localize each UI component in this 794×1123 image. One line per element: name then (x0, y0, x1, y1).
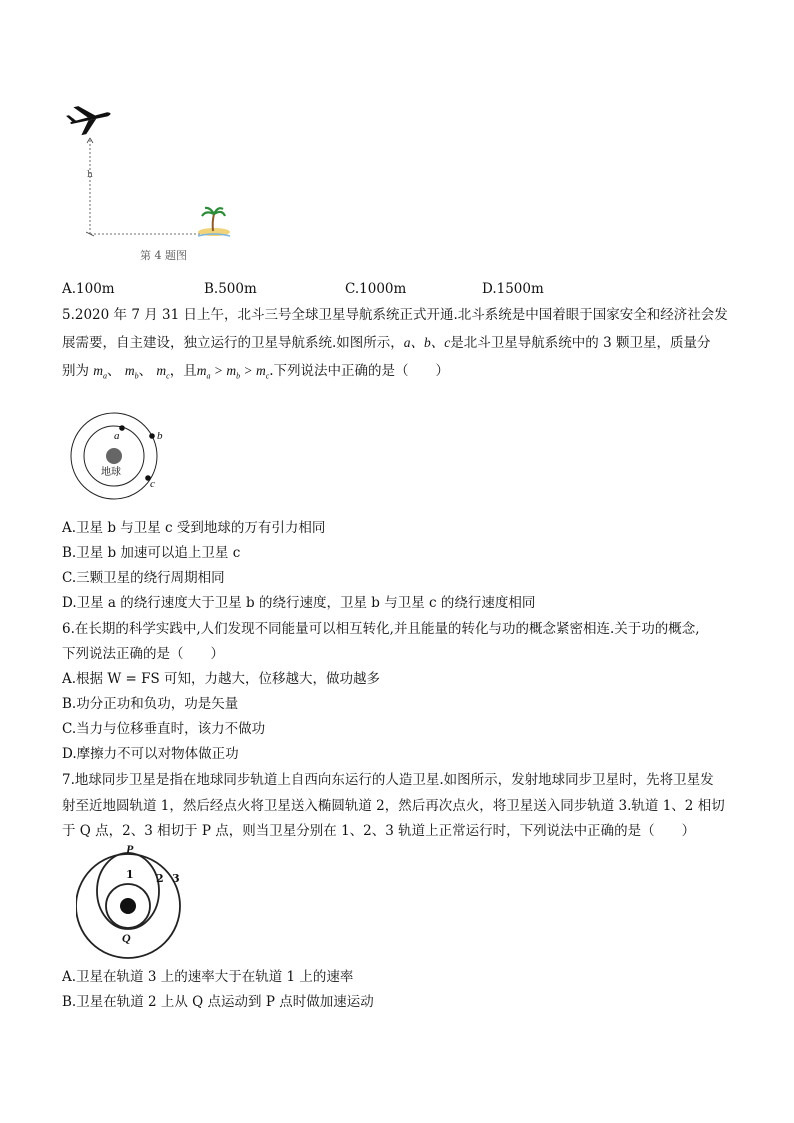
q7-stem-line1: 7.地球同步卫星是指在地球同步轨道上自西向东运行的人造卫星.如图所示，发射地球同步卫星时，先将卫星发 (62, 772, 714, 788)
q5-stem-line3-post: .下列说法中正确的是（ ） (269, 363, 450, 379)
q6-option-c[interactable]: C.当力与位移垂直时，该力不做功 (62, 721, 266, 737)
q7-label-orbit1: 1 (126, 868, 134, 881)
q5-option-c[interactable]: C.三颗卫星的绕行周期相同 (62, 570, 225, 586)
q7-label-orbit3: 3 (172, 872, 180, 885)
q5-stem-line3-pre: 别为 (62, 363, 89, 379)
q4-h-label: h (87, 170, 93, 180)
q5-stem-line2 (62, 334, 710, 352)
q5-label-c: c (150, 478, 155, 490)
q6-option-b[interactable]: B.功分正功和负功，功是矢量 (62, 696, 239, 712)
q5-stem-vars: a、b、c (403, 335, 451, 350)
q6-option-d[interactable]: D.摩擦力不可以对物体做正功 (62, 746, 239, 762)
q7-label-p: P (126, 842, 134, 856)
q4-option-b[interactable]: B.500m (204, 281, 257, 297)
q5-option-b[interactable]: B.卫星 b 加速可以追上卫星 c (62, 545, 241, 561)
q5-stem-line1: 5.2020 年 7 月 31 日上午，北斗三号全球卫星导航系统正式开通.北斗系统是中国着眼于国家安全和经济社会发 (62, 307, 728, 323)
q5-mass-a: $m_a$ (93, 363, 108, 381)
q5-figure (64, 410, 184, 502)
q5-label-b: b (157, 430, 163, 442)
q5-earth-label: 地球 (101, 467, 121, 478)
q5-stem-line3-and: ，且 (169, 363, 197, 379)
q4-option-c[interactable]: C.1000m (345, 281, 407, 297)
orbit-2 (97, 853, 159, 929)
q6-stem-line1: 6.在长期的科学实践中,人们发现不同能量可以相互转化,并且能量的转化与功的概念紧密相连.关于功的概念, (62, 621, 700, 637)
q4-option-d[interactable]: D.1500m (482, 281, 544, 297)
q7-stem-line2: 射至近地圆轨道 1，然后经点火将卫星送入椭圆轨道 2，然后再次点火，将卫星送入同步轨道 3.轨道 1、2 相切 (62, 798, 725, 814)
q5-stem-line2-post: 是北斗卫星导航系统中的 3 颗卫星，质量分 (450, 335, 711, 351)
q5-stem-line3: 别为 $m_a$、 $m_b$、 $m_c$，且$m_a > m_b > m_c$.下列说法中正确的是（ ） (62, 363, 450, 381)
q7-figure (76, 842, 186, 960)
q5-option-a[interactable]: A.卫星 b 与卫星 c 受到地球的万有引力相同 (62, 520, 326, 536)
q7-option-b[interactable]: B.卫星在轨道 2 上从 Q 点运动到 P 点时做加速运动 (62, 994, 374, 1010)
q5-mass-b: $m_b$ (124, 363, 139, 381)
q5-option-d[interactable]: D.卫星 a 的绕行速度大于卫星 b 的绕行速度，卫星 b 与卫星 c 的绕行速度相同 (62, 595, 536, 611)
q7-label-q: Q (122, 931, 131, 945)
q7-option-a[interactable]: A.卫星在轨道 3 上的速率大于在轨道 1 上的速率 (62, 969, 354, 985)
q5-mass-c: $m_c$ (156, 363, 170, 381)
q4-option-a[interactable]: A.100m (62, 281, 115, 297)
satellite-b (149, 433, 155, 439)
q4-figure-caption: 第 4 题图 (140, 249, 187, 262)
q6-option-a[interactable]: A.根据 W = FS 可知，力越大，位移越大，做功越多 (62, 671, 381, 687)
q4-figure (62, 96, 242, 266)
airplane-icon (65, 100, 114, 138)
q7-label-orbit2: 2 (156, 872, 164, 885)
q6-stem-line2: 下列说法正确的是（ ） (62, 646, 224, 662)
q5-stem-line2-pre: 展需要，自主建设，独立运行的卫星导航系统.如图所示， (62, 335, 404, 351)
q7-stem-line3: 于 Q 点，2、3 相切于 P 点，则当卫星分别在 1、2、3 轨道上正常运行时，下列说法中正确的是（ ） (62, 823, 696, 839)
island-icon (198, 208, 230, 236)
q5-mass-inequality: $m_a > m_b > m_c$ (196, 363, 270, 381)
q4-options (0, 280, 794, 298)
q5-label-a: a (114, 430, 120, 442)
earth-icon (106, 448, 122, 464)
earth-icon (120, 898, 136, 914)
satellite-a (119, 425, 125, 431)
